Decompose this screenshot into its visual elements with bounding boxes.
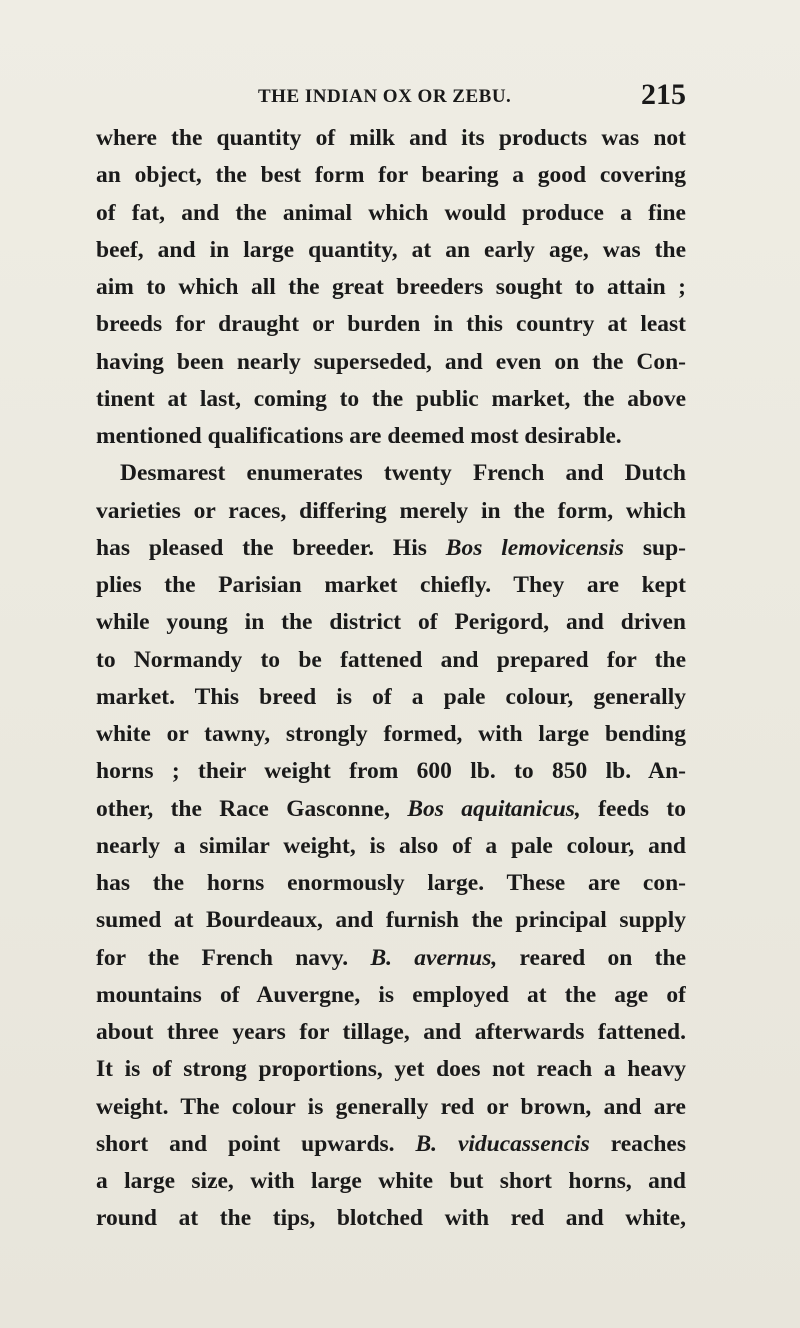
text-segment: short and point upwards. [96, 1130, 416, 1157]
text-line [96, 455, 686, 492]
text-line [96, 232, 686, 269]
text-line [96, 306, 686, 343]
text-line [96, 120, 686, 157]
text-line [96, 791, 686, 828]
species-name: B. avernus, [370, 944, 498, 971]
text-segment: of fat, and the animal which would produce a fine [96, 199, 686, 226]
text-line [96, 1089, 686, 1126]
text-line [96, 1163, 686, 1200]
text-segment: plies the Parisian market chiefly. They are kept [96, 572, 686, 598]
text-segment: for the French navy. [96, 944, 371, 971]
text-segment: reared on the [497, 944, 686, 971]
text-segment: where the quantity of milk and its products was not [96, 125, 686, 151]
running-title: THE INDIAN OX OR ZEBU. [258, 86, 512, 107]
text-line [96, 716, 686, 753]
text-segment: mentioned qualifications are deemed most desirable. [96, 423, 622, 449]
text-segment: white or tawny, strongly formed, with large bending [96, 721, 686, 747]
text-line [96, 679, 686, 716]
text-line [96, 530, 686, 567]
text-segment: a large size, with large white but short horns, and [96, 1168, 686, 1194]
text-line [96, 940, 686, 977]
text-segment: to Normandy to be fattened and prepared for the [96, 646, 686, 673]
text-segment: breeds for draught or burden in this country at least [96, 311, 686, 338]
text-segment: horns ; their weight from 600 lb. to 850 lb. An- [96, 758, 686, 785]
body-text [96, 120, 686, 1238]
text-segment: feeds to [580, 795, 686, 822]
text-segment: round at the tips, blotched with red and white, [96, 1205, 686, 1232]
text-segment: market. This breed is of a pale colour, generally [96, 683, 686, 710]
text-segment: has the horns enormously large. These are con- [96, 870, 686, 896]
text-segment: having been nearly superseded, and even on the Con- [96, 348, 686, 375]
text-line [96, 977, 686, 1014]
text-segment: about three years for tillage, and afterwards fattened. [96, 1019, 686, 1045]
text-segment: aim to which all the great breeders sought to attain ; [96, 274, 686, 300]
text-segment: weight. The colour is generally red or brown, and are [96, 1093, 686, 1120]
text-segment: It is of strong proportions, yet does not reach a heavy [96, 1056, 686, 1083]
text-line [96, 1014, 686, 1051]
text-segment: an object, the best form for bearing a good covering [96, 162, 686, 189]
species-name: Bos aquitanicus, [407, 795, 581, 822]
text-segment: sumed at Bourdeaux, and furnish the principal supply [96, 907, 686, 934]
page-number: 215 [641, 78, 686, 111]
text-segment: beef, and in large quantity, at an early age, was the [96, 236, 686, 263]
text-segment: nearly a similar weight, is also of a pale colour, and [96, 832, 686, 859]
page-header [96, 78, 686, 116]
text-line [96, 269, 686, 306]
text-line [96, 1200, 686, 1237]
text-line [96, 902, 686, 939]
species-name: B. viducassencis [415, 1130, 590, 1157]
text-line [96, 1126, 686, 1163]
text-line [96, 865, 686, 902]
text-line [96, 493, 686, 530]
text-segment: while young in the district of Perigord, and driven [96, 609, 686, 636]
text-line [96, 418, 686, 455]
text-segment: mountains of Auvergne, is employed at the age of [96, 981, 686, 1008]
text-line [96, 1051, 686, 1088]
text-line [96, 157, 686, 194]
text-segment: has pleased the breeder. His [96, 534, 446, 561]
text-line [96, 753, 686, 790]
text-line [96, 195, 686, 232]
text-segment: varieties or races, differing merely in the form, which [96, 497, 686, 524]
text-line [96, 344, 686, 381]
text-line [96, 642, 686, 679]
text-segment: sup- [623, 534, 686, 561]
text-segment: Desmarest enumerates twenty French and Dutch [120, 460, 686, 487]
text-segment: tinent at last, coming to the public market, the above [96, 385, 686, 412]
text-line [96, 604, 686, 641]
text-line [96, 381, 686, 418]
text-line [96, 828, 686, 865]
species-name: Bos lemovicensis [445, 534, 624, 561]
text-segment: reaches [589, 1130, 686, 1157]
text-segment: other, the Race Gasconne, [96, 795, 408, 822]
text-line [96, 567, 686, 604]
